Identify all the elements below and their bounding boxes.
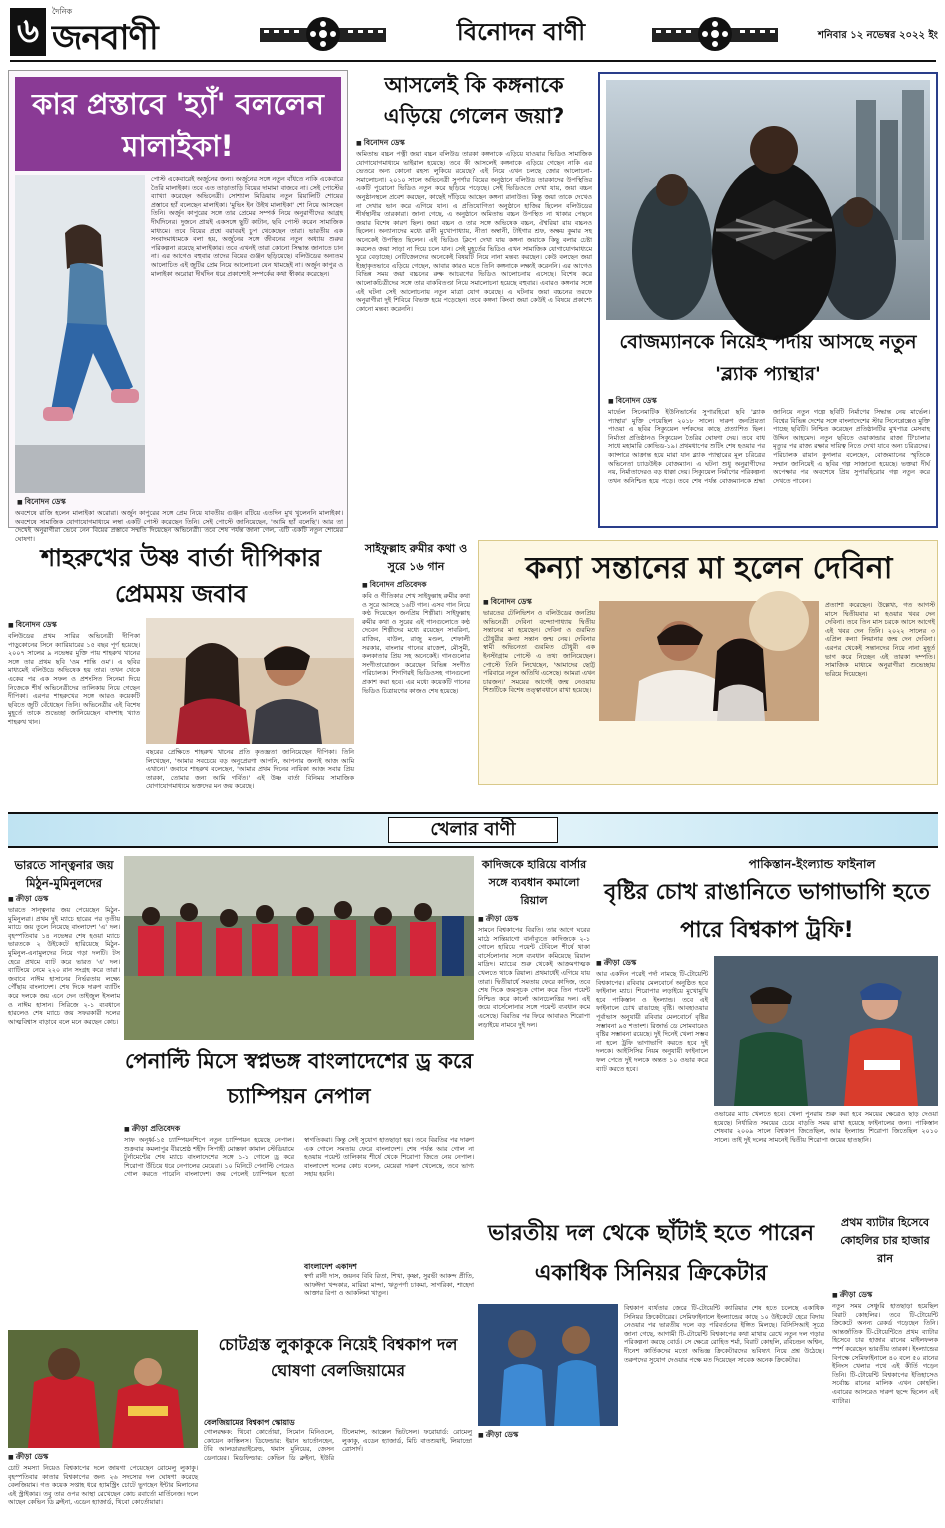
mithun-byline: ■ ক্রীড়া ডেস্ক [8,894,120,906]
masthead-rule [10,60,936,62]
malaika-photo [15,175,145,493]
shahrukh-body-left: বলিউডের প্রথম সারির অভিনেত্রী দীপিকা পাড়ুকোনের সিনে ক্যারিয়ারের ১৫ বছর পূর্ণ হয়েছে। ২০০৭ সালের ৯ নভেম্বর মুক্তি পায় শাহরুখ খানের সঙ্গে তার প্রথম ছবি 'ওম শান্তি ওম'। এ ছবির মাধ্যমেই বলিউডে অভিষেক হয় তার। তখন থেকে একের পর এক সফল ও প্রশংসিত সিনেমা দিয়ে নিজেকে শীর্ষ অভিনেত্রীদের তালিকায় নিয়ে গেছেন দীপিকা। এরপর শাহরুখের সঙ্গে আরও কয়েকটি ছবিতে জুটি বেঁধেছেন তিনি। অভিনেত্রীর এই বিশেষ মুহূর্তে তাকে শুভেচ্ছা জানিয়েছেন বাদশাহ খ্যাত শাহরুখ খান। [8,632,140,726]
mithun-headline: ভারতে সান্ত্বনার জয় মিঠুন-মুমিনুলদের [14,858,114,890]
shahrukh-story [8,540,354,791]
nepal-body: সাফ অনূর্ধ্ব-১৫ চ্যাম্পিয়নশিপে নতুন চ্যাম্পিয়ন হয়েছে নেপাল। শুক্রবার কমলাপুর বীরশ্রেষ্ঠ শহীদ সিপাহী মোস্তফা কামাল স্টেডিয়ামে টুর্নামেন্টের শেষ ম্যাচে বাংলাদেশের সঙ্গে ১-১ গোলে ড্র করে শিরোপা উঁচিয়ে ধরে নেপালের মেয়েরা। ১০ মিনিটে পেনাল্টি পেয়েও গোল করতে পারেনি বাংলাদেশ। জয় পেলেই চ্যাম্পিয়ন হতো স্বাগতিকরা। কিন্তু সেই সুযোগ হাতছাড়া হয়। তবে বিরতির পর দারুণ এক গোলে সমতায় ফেরে বাংলাদেশ। শেষ পর্যন্ত আর গোল না হওয়ায় পয়েন্ট তালিকায় শীর্ষে থেকে শিরোপা জিতে নেয় নেপাল। বাংলাদেশ দলের কোচ বলেন, মেয়েরা দারুণ খেলেছে, তবে ভাগ্য সহায় হয়নি। [124,1136,474,1179]
debina-story [478,540,938,785]
belgium-headline: চোটগ্রস্ত লুকাকুকে নিয়েই বিশ্বকাপ দল ঘোষণা বেলজিয়ামের [218,1335,458,1380]
barca-body: সামনে বিশ্বকাপের বিরতি। তার আগে ঘরের মাঠে সান্তিয়াগো বার্নাব্যুতে কাদিজকে ২-১ গোলে হারিয়ে পয়েন্ট টেবিলে শীর্ষে থাকা বার্সেলোনার সঙ্গে ব্যবধান কমিয়েছে রিয়াল মাদ্রিদ। ম্যাচের শুরু থেকেই আক্রমণাত্মক খেলতে থাকে রিয়াল। প্রথমার্ধেই এগিয়ে যায় তারা। দ্বিতীয়ার্ধে সমতায় ফেরে কাদিজ, তবে শেষ দিকে জয়সূচক গোল করে তিন পয়েন্ট নিশ্চিত করে কার্লো আনচেলত্তির দল। এই জয়ে বার্সেলোনার সঙ্গে পয়েন্ট ব্যবধান কমে এসেছে। বিরতির পর ফিরে আবারও শিরোপা লড়াইয়ে নামবে দুই দল। [478,926,590,1029]
final-story [596,856,938,1206]
nepal-photo [124,856,474,1040]
final-kicker: পাকিস্তান-ইংল্যান্ড ফাইনাল [748,857,876,871]
belgium-story [8,1330,472,1520]
saifullah-byline: ■ বিনোদন প্রতিবেদক [362,580,470,592]
malaika-story [8,70,348,543]
saifullah-story [362,540,470,785]
malaika-body-right: পোস্ট একেবারেই অর্জুনের জন্য। অর্জুনের সঙ্গে নতুন বাঁধতে নাকি একেবারে তৈরি মালাইকা। তবে এত তাড়াতাড়ি বিয়ের দামামা বাজবে না। সেই পোস্টের ব্যাখ্যা করেছেন অভিনেত্রী। সোশ্যাল মিডিয়ায় নতুন রিয়ালিটি শোয়ের প্রস্তাবে হ্যাঁ বলেছেন মালাইকা। 'মুভিং ইন উইথ মালাইকা' শো নিয়ে আসছেন তিনি। অর্জুন কাপুরের সঙ্গে তার প্রেমের সম্পর্ক নিয়ে অনুরাগীদের আগ্রহ দীর্ঘদিনের। দুজনে প্রায়ই একসঙ্গে ছুটি কাটান, ছবি পোস্ট করেন সামাজিক মাধ্যমে। তবে বিয়ের প্রশ্নে বরাবরই চুপ থেকেছেন তারা। ভারতীয় এক সংবাদমাধ্যমকে বলা হয়, অর্জুনের সঙ্গে জীবনের নতুন অধ্যায় শুরুর পরিকল্পনা রয়েছে মালাইকার। তবে এখনই তারা কোনো সিদ্ধান্ত জানাতে চান না। এর আগেও বহুবার তাদের বিয়ের গুঞ্জন ছড়িয়েছে। বলিউডের অন্যতম আলোচিত এই জুটির প্রেম নিয়ে আলোচনা যেন থামছেই না। অর্জুন কাপুর ও মালাইকা অরোরা দীর্ঘদিন ধরে প্রকাশ্যেই সম্পর্কের কথা স্বীকার করেছেন। [151,175,343,278]
malaika-byline: ■ বিনোদন ডেস্ক [17,497,137,509]
shahrukh-body-right: বছরের প্রেক্ষিতে শাহরুখ খানের প্রতি কৃতজ্ঞতা জানিয়েছেন দীপিকা। তিনি লিখেছেন, 'আমার সবচেয়ে বড় অনুপ্রেরণা আপনি, আপনার জন্যই আজ আমি এখানে।' জবাবে শাহরুখ বলেছেন, 'আমার প্রথম দিনের নায়িকা আজ সবার প্রিয় তারকা, তোমার জন্য আমি গর্বিত।' এই উষ্ণ বার্তা বিনিময় সামাজিক যোগাযোগমাধ্যমে ভক্তদের মন জয় করেছে। [146,748,354,791]
debina-headline: কন্যা সন্তানের মা হলেন দেবিনা [525,551,893,586]
film-reel-icon [258,14,388,54]
debina-photo [599,601,819,721]
nepal-headline: পেনাল্টি মিসে স্বপ্নভঙ্গ বাংলাদেশের ড্র করে চ্যাম্পিয়ন নেপাল [124,1049,474,1108]
shahrukh-byline: ■ বিনোদন ডেস্ক [8,620,138,632]
final-body-left: আর একদিন পরেই পর্দা নামছে টি-টোয়েন্টি বিশ্বকাপের। রবিবার মেলবোর্নে অনুষ্ঠিত হবে ফাইনাল ম্যাচ। শিরোপার লড়াইয়ে মুখোমুখি হবে পাকিস্তান ও ইংল্যান্ড। তবে এই ফাইনালে চোখ রাঙাচ্ছে বৃষ্টি। আবহাওয়ার পূর্বাভাস অনুযায়ী রবিবার মেলবোর্নে বৃষ্টির সম্ভাবনা ৯৫ শতাংশ। রিজার্ভ ডে সোমবারেও বৃষ্টির সম্ভাবনা রয়েছে। দুই দিনেই খেলা সম্ভব না হলে ট্রফি ভাগাভাগি করতে হবে দুই দলকে। আইসিসির নিয়ম অনুযায়ী ফাইনালে ফল পেতে দুই দলকে অন্তত ১০ ওভার করে ব্যাট করতে হবে। [596,970,708,1073]
page-number: ৬ [10,8,46,56]
jaya-headline: আসলেই কি কঙ্গনাকে এড়িয়ে গেলেন জয়া? [383,73,565,128]
nepal-byline: ■ ক্রীড়া প্রতিবেদক [124,1124,284,1136]
kohli-body: নতুন সময় সেঞ্চুরি হাতছাড়া হয়েছিল বিরাট কোহলির। তবে টি-টোয়েন্টি ক্রিকেটে অনন্য রেকর্ড গড়েছেন তিনি। আন্তর্জাতিক টি-টোয়েন্টিতে প্রথম ব্যাটার হিসেবে চার হাজার রানের মাইলফলক স্পর্শ করেছেন ভারতীয় তারকা। ইংল্যান্ডের বিপক্ষে সেমিফাইনালে ৪০ বলে ৫০ রানের ইনিংস খেলার পথে এই কীর্তি গড়েন তিনি। টি-টোয়েন্টি বিশ্বকাপের ইতিহাসেও সর্বোচ্চ রানের মালিক এখন কোহলি। এবারের আসরেও দারুণ ছন্দে ছিলেন এই ব্যাটার। [832,1302,938,1405]
india-byline: ■ ক্রীড়া ডেস্ক [478,1430,618,1442]
saifullah-headline: সাইফুল্লাহ রুমীর কথা ও সুরে ১৬ গান [364,542,468,573]
sports-banner [8,812,938,848]
mithun-body: ভারতে সান্ত্বনার জয় পেয়েছেন মিঠুন-মুমিনুলরা। প্রথম দুই ম্যাচে হারের পর তৃতীয় ম্যাচে জয় তুলে নিয়েছে বাংলাদেশ 'এ' দল। বৃহস্পতিবার ১৪ নভেম্বর শেষ হওয়া ম্যাচে ভারতকে ২ উইকেটে হারিয়েছে মিঠুন-মুমিনুল-এনামুলদের নিয়ে গড়া দলটি। টস হেরে প্রথমে ব্যাট করে ভারত 'এ' দল। ব্যাটিংয়ে নেমে ২২০ রান সংগ্রহ করে তারা। জবাবে নাঈম হাসানের নির্ভরতায় লক্ষ্যে পৌঁছায় বাংলাদেশ। শেষ দিকে দারুণ ব্যাটিং করে দলকে জয় এনে দেন তাইজুল ইসলাম ও নাঈম হাসান। সিরিজে ২-১ ব্যবধানে হারলেও শেষ ম্যাচে জয় সফরকারী দলের আত্মবিশ্বাস বাড়াবে বলে মনে করছেন কোচ। [8,906,120,1026]
debina-byline: ■ বিনোদন ডেস্ক [483,597,603,609]
india-headline: ভারতীয় দল থেকে ছাঁটাই হতে পারেন একাধিক সিনিয়র ক্রিকেটার [487,1221,815,1286]
belgium-squad-label: বেলজিয়ামের বিশ্বকাপ স্কোয়াড [204,1418,295,1427]
barca-headline: কাদিজকে হারিয়ে বার্সার সঙ্গে ব্যবধান কমালো রিয়াল [481,858,587,907]
kohli-headline: প্রথম ব্যাটার হিসেবে কোহলির চার হাজার রান [840,1216,930,1265]
debina-body-left: ভারতের টেলিভিশন ও বলিউডের জনপ্রিয় অভিনেত্রী দেবিনা বন্দ্যোপাধ্যায় দ্বিতীয় সন্তানের মা হয়েছেন। দেবিনা ও গুরমিত চৌধুরীর কন্যা সন্তান জন্ম নেয়। দেবিনার স্বামী অভিনেতা গুরমিত চৌধুরী এক ইনস্টাগ্রাম পোস্টে এ তথ্য জানিয়েছেন। পোস্টে তিনি লিখেছেন, 'আমাদের ছোট্ট পরিবারে নতুন অতিথি এসেছে। আমরা এখন চারজন।' সময়ের আগেই জন্ম নেওয়ায় শিশুটিকে বিশেষ তত্ত্বাবধানে রাখা হয়েছে। [483,609,595,695]
kohli-byline: ■ ক্রীড়া ডেস্ক [832,1290,938,1302]
jaya-story [356,70,592,530]
india-photo [478,1304,618,1426]
final-headline: বৃষ্টির চোখ রাঙানিতে ভাগাভাগি হতে পারে বিশ্বকাপ ট্রফি! [604,880,930,943]
black-panther-headline: বোজম্যানকে নিয়েই পর্দায় আসছে নতুন 'ব্ল্যাক প্যান্থার' [619,331,917,385]
barca-story [478,856,590,1206]
nepal-story [124,856,474,1320]
black-panther-story [598,72,938,528]
jaya-body: অমিতাভ বচ্চন পত্নী জয়া বচ্চন বলিউড তারকা কঙ্গনাকে এড়িয়ে যাওয়ার ভিডিও সামাজিক যোগাযোগমাধ্যমে ভাইরাল হয়েছে। তবে কী আসলেই কঙ্গনাকে এড়িয়ে গেছেন নাকি এর ভেতরে অন্য কোনো রহস্য লুকিয়ে রয়েছে? এই নিয়ে এখন চলছে জোর আলোচনা-সমালোচনা। ২০১০ সালে অভিনেত্রী সুপর্ণার বিয়ের অনুষ্ঠানে বলিউড তারকাদের উপস্থিতির একটি পুরোনো ভিডিও নতুন করে ছড়িয়ে পড়েছে। সেই ভিডিওতে দেখা যায়, জয়া বচ্চন অনুষ্ঠানস্থলে প্রবেশ করছেন, কাছেই দাঁড়িয়ে আছেন কঙ্গনা রানাউত। কিন্তু জয়া তাকে দেখেও না দেখার ভান করে এগিয়ে যান। এ প্রতিযোগিতা অনুষ্ঠানে হাজির ছিলেন বলিউডের শীর্ষস্থানীয় তারকারা। জানা গেছে, এ অনুষ্ঠানে অমিতাভ বচ্চন উপস্থিত না থাকার পেছনে জয়ার বিশেষ কারণ ছিল। জয়া বচ্চন ও তার সঙ্গে অভিষেক বচ্চন, ঐশ্বরিয়া রায় বচ্চনও ছিলেন। অন্যান্যদের মধ্যে রানী মুখোপাধ্যায়, নীতা অম্বানী, টাইগার শ্রফ, অক্ষয় কুমার সহ অনেকেই উপস্থিত ছিলেন। এই ভিডিও ক্লিপে দেখা যায় কঙ্গনা জয়াকে কিছু বলার চেষ্টা করলেও জয়া সাড়া না দিয়ে চলে যান। সেই মুহূর্তের ভিডিও এখন সামাজিক যোগাযোগমাধ্যমে ঘুরে বেড়াচ্ছে। নেটিজেনদের অনেকেই বিষয়টি নিয়ে নানা মন্তব্য করছেন। কেউ বলছেন জয়া ইচ্ছাকৃতভাবে এড়িয়ে গেছেন, আবার কারও মতে তিনি কঙ্গনাকে লক্ষ্যই করেননি। এর আগেও বিভিন্ন সময় জয়া বচ্চনের রুক্ষ আচরণের ভিডিও আলোচনায় এসেছে। বিশেষ করে আলোকচিত্রীদের সঙ্গে তার বাকবিতণ্ডা নিয়ে সমালোচনা হয়েছে বহুবার। এবারও কঙ্গনার সঙ্গে এই ঘটনা সেই আলোচনায় নতুন মাত্রা যোগ করেছে। এ ঘটনায় জয়া বচ্চনের তরফে অনুরাগীরা দুই শিবিরে বিভক্ত হয়ে পড়েছেন। তবে কঙ্গনা কিংবা জয়া কেউই এ বিষয়ে প্রকাশ্যে কোনো মন্তব্য করেননি। [356,150,592,313]
saifullah-body: কবি ও গীতিকার শেখ সাইফুল্লাহ রুমীর কথা ও সুরে আসছে ১৬টি গান। এসব গান নিয়ে কণ্ঠ দিয়েছেন জনপ্রিয় শিল্পীরা। সাইফুল্লাহ রুমীর কথা ও সুরের এই গানগুলোতে কণ্ঠ দেবেন শিল্পীদের মধ্যে রয়েছেন সাবরিনা, রাজিব, বাউল, রাজু মণ্ডল, শেফালী সরকার, বাংলার গানের রাজেশ, মৌসুমী, কলকাতার প্রিয় সহ অনেকেই। গানগুলোর সংগীতায়োজন করেছেন বিভিন্ন সংগীত পরিচালক। শিগগিরই ভিডিওসহ গানগুলো প্রকাশ করা হবে। এর মধ্যে কয়েকটি গানের ভিডিও চিত্রায়ণের কাজও শেষ হয়েছে। [362,592,470,695]
sports-section-title: খেলার বাণী [388,817,558,843]
section-title: বিনোদন বাণী [456,18,586,46]
kohli-story [832,1214,938,1520]
barca-byline: ■ ক্রীড়া ডেস্ক [478,914,590,926]
shahrukh-headline: শাহরুখের উষ্ণ বার্তা দীপিকার প্রেমময় জবাব [40,544,322,608]
issue-date: শনিবার ১২ নভেম্বর ২০২২ ইং [818,30,938,41]
jaya-byline: ■ বিনোদন ডেস্ক [356,138,556,150]
india-body: বিশ্বকাপ ব্যর্থতার জেরে টি-টোয়েন্টি ক্যারিয়ার শেষ হতে চলেছে একাধিক সিনিয়র ক্রিকেটারের। সেমিফাইনালে ইংল্যান্ডের কাছে ১০ উইকেটে হেরে বিদায় নেওয়ার পর ভারতীয় দলে বড় পরিবর্তনের ইঙ্গিত মিলছে। বিসিসিআই সূত্রে জানা গেছে, আগামী টি-টোয়েন্টি বিশ্বকাপের কথা মাথায় রেখে নতুন দল গড়ার পরিকল্পনা করছে বোর্ড। সে ক্ষেত্রে রোহিত শর্মা, বিরাট কোহলি, রবিচন্দ্রন অশ্বিন, দীনেশ কার্তিকদের মতো অভিজ্ঞ ক্রিকেটারদের ভবিষ্যৎ নিয়ে প্রশ্ন উঠেছে। তরুণদের সুযোগ দেওয়ার পক্ষে মত দিয়েছেন সাবেক অনেক ক্রিকেটার। [624,1304,824,1364]
mithun-story [8,856,120,1320]
film-reel-icon [650,14,780,54]
paper-small-label: দৈনিক [52,7,73,16]
malaika-body-bottom: অবশেষে রাজি হলেন মালাইকা অরোরা। অর্জুন কাপুরের সঙ্গে প্রেম নিয়ে যাবতীয় গুঞ্জন রটিয়ে এতদিন মুখ খুলেননি মালাইকা। অবশেষে সামাজিক যোগাযোগমাধ্যমে লম্বা একটি পোস্ট করেছেন তিনি। সেই পোস্টে জানিয়েছেন, 'আমি হ্যাঁ বলেছি'। আর তা দেখেই অনুরাগীরা ভেবে নেন বিয়ের প্রস্তাবে সম্মতি দিয়েছেন অভিনেত্রী। তবে শেষ পর্যন্ত জানা গেল, এটি একটি নতুন শোয়ের ঘোষণা। [15,509,343,543]
shahrukh-photo [146,618,354,744]
belgium-photo [8,1330,198,1448]
nepal-lineup-title: বাংলাদেশ একাদশ [304,1262,357,1271]
black-panther-byline: ■ বিনোদন ডেস্ক [608,396,748,408]
belgium-squad: গোলরক্ষক: থিবো কোর্তোয়া, সিমোন মিনিওলে, কোয়েন কাস্তিলস। ডিফেন্ডার: ইয়ান ভার্তোনহেন, টবি আলডারভাইরেল্ড, থমাস মুনিয়ের, জেসন ডেনায়ের। মিডফিল্ডার: কেভিন ডি ব্রুইনা, ইউরি টিলেমান্স, আক্সেল ভিটসেল। ফরোয়ার্ড: রোমেলু লুকাকু, এডেন হ্যাজার্ড, মিচি বাতশুয়াই, লিয়ান্দ্রো ত্রোসার্দ। [204,1428,472,1462]
belgium-body: চোট সমস্যা নিয়েও বিশ্বকাপের দলে জায়গা পেয়েছেন রোমেলু লুকাকু। বৃহস্পতিবার কাতার বিশ্বকাপের জন্য ২৬ সদস্যের দল ঘোষণা করেছে বেলজিয়াম। গত কয়েক সপ্তাহ ধরে হ্যামস্ট্রিং চোটে ভুগছেন ইন্টার মিলানের এই স্ট্রাইকার। তবু তার ওপর আস্থা রেখেছেন কোচ রবার্তো মার্তিনেজ। দলে আছেন কেভিন ডি ব্রুইনা, এডেন হ্যাজার্ড, থিবো কোর্তোয়ারা। [8,1464,198,1507]
final-photo [714,956,938,1106]
nepal-lineup: স্বর্ণা রানী দাস, জয়নব বিবি রিতা, শিখা, কৃষ্ণা, সুরভী আকন্দ প্রীতি, আফঈদা খন্দকার, মারিয়া মান্দা, ঋতুপর্ণা চাকমা, সাগরিকা, শাহেদা আক্তার রিপা ও আকলিমা খাতুন। [304,1272,474,1298]
black-panther-photo [606,80,930,320]
malaika-headline: কার প্রস্তাবে 'হ্যাঁ' বললেন মালাইকা! [15,77,341,171]
belgium-byline: ■ ক্রীড়া ডেস্ক [8,1452,128,1464]
final-byline: ■ ক্রীড়া ডেস্ক [596,958,716,970]
debina-body-right: প্রত্যাশা করেছেন। উল্লেখ্য, গত আগস্ট মাসে দ্বিতীয়বার মা হওয়ার খবর দেন দেবিনা। তবে তিন মাস চরকে আসে আগেই এই খবর দেন তিনি। ২০২২ সালের ৩ এপ্রিল কন্যা লিয়ানার জন্ম দেন দেবিনা। এরপর থেকেই সন্তানদের নিয়ে নানা মুহূর্ত ভাগ করে নিচ্ছেন এই তারকা দম্পতি। সামাজিক মাধ্যমে অনুরাগীরা শুভেচ্ছায় ভরিয়ে দিয়েছেন। [825,601,935,678]
india-story [478,1214,824,1520]
paper-logo: জনবাণী [52,18,158,58]
masthead [0,0,945,62]
final-body-right: ওভারের ম্যাচ খেলতে হবে। খেলা পুনরায় শুরু করা হবে সময়ের ক্ষেত্রেও ছাড় দেওয়া হয়েছে। নির্ধারিত সময়ের চেয়ে বাড়তি সময় রাখা হয়েছে ফাইনালের জন্য। পাকিস্তান শেষবার ২০০৯ সালে বিশ্বকাপ জিতেছিল, আর ইংল্যান্ড শিরোপা জিতেছিল ২০১০ সালে। তাই দুই দলের সামনেই দ্বিতীয় শিরোপা জয়ের হাতছানি। [714,1110,938,1144]
black-panther-body: মার্ভেল সিনেমাটিক ইউনিভার্সের সুপারহিরো ছবি 'ব্ল্যাক প্যান্থার' মুক্তি পেয়েছিল ২০১৮ সালে। দারুণ জনপ্রিয়তা পাওয়া এ ছবির সিক্যুয়েল দর্শকদের কাছে প্রত্যাশিত ছিল। নির্মাতা প্রতিষ্ঠানও সিক্যুয়েল তৈরির ঘোষণা দেয়। তবে বাধ সাধে মহামারি কোভিড-১৯। প্রথমধাপের শুটিং শেষ হওয়ার পর ক্যান্সারে আক্রান্ত হয়ে মারা যান ব্ল্যাক প্যান্থারের মূল চরিত্রের অভিনেতা চ্যাডউইক বোজম্যান। এ ঘটনা শুধু অনুরাগীদের নয়, নির্মাতাদেরও বড় ধাক্কা দেয়। সিক্যুয়েল নির্মাণের পরিকল্পনা তখন অনিশ্চিত হয়ে পড়ে। তবে শেষ পর্যন্ত বোজম্যানকে শ্রদ্ধা জানিয়ে নতুন গল্পে ছবিটি নির্মাণের সিদ্ধান্ত নেয় মার্ভেল। বিশ্বের বিভিন্ন দেশের সঙ্গে বাংলাদেশের স্টার সিনেপ্লেক্সেও মুক্তি পাচ্ছে ছবিটি। নিশ্চিত করেছেন প্রতিষ্ঠানটির মুখপাত্র মেসবাহ উদ্দিন আহমেদ। নতুন ছবিতে ওয়াকান্ডার রাজা টি'চালার মৃত্যুর পর রাজ্য রক্ষার দায়িত্ব নিতে দেখা যাবে অন্য চরিত্রদের। পরিচালক রায়ান কুগলার বলেছেন, বোজম্যানের স্মৃতিকে সম্মান জানিয়েই এ ছবির গল্প সাজানো হয়েছে। ভক্তরা দীর্ঘ অপেক্ষার পর অবশেষে প্রিয় সুপারহিরোর গল্প নতুন করে দেখতে পাবেন। [608,408,930,485]
